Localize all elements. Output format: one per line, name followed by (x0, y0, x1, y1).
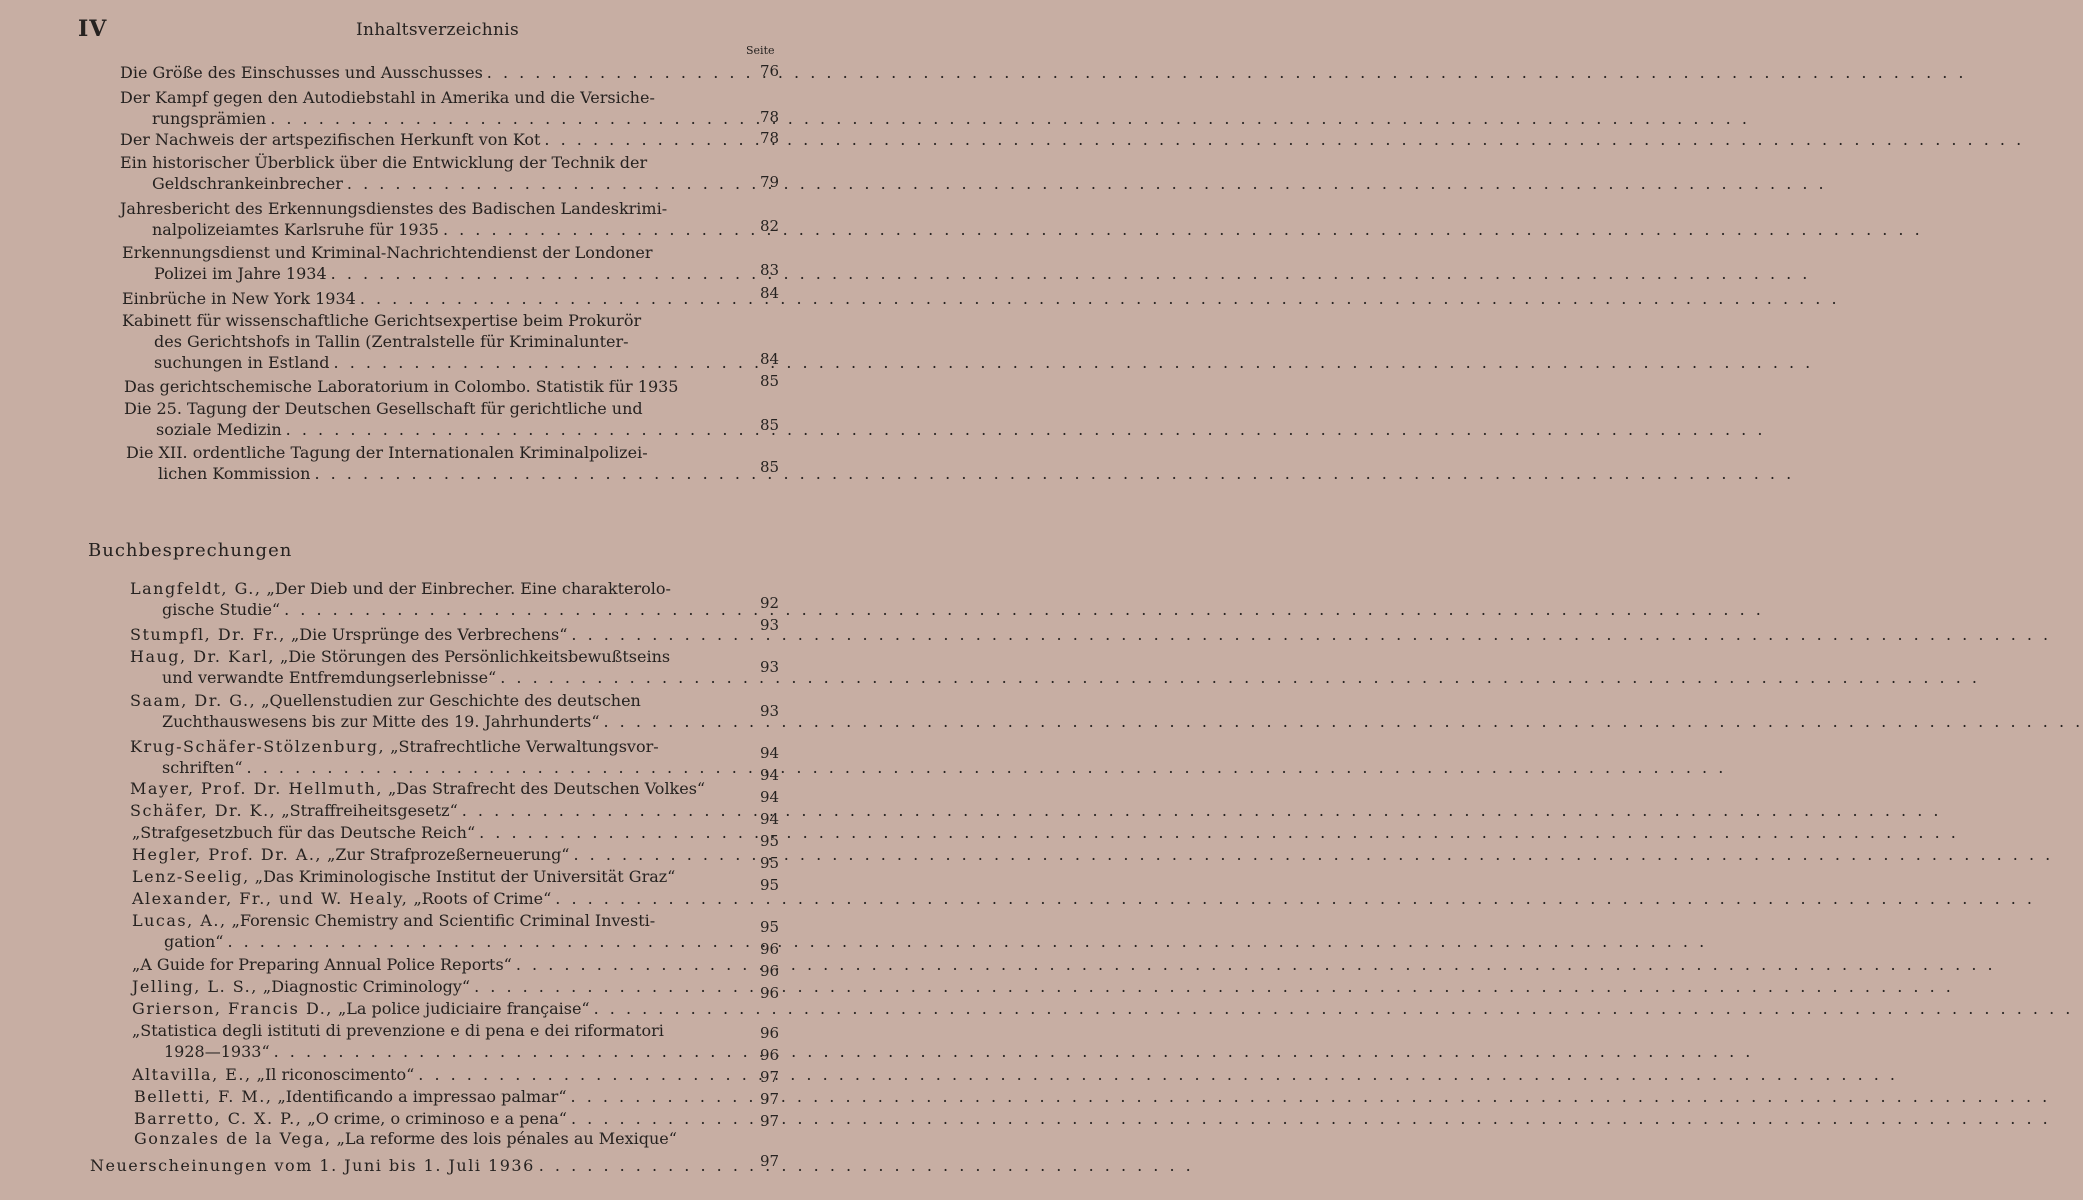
review-page: 94 (760, 744, 780, 762)
review-page: 97 (760, 1112, 780, 1130)
review-entry: Haug, Dr. Karl, „Die Störungen des Persönlichkeitsbewußtseins und verwandte Entfremdungserlebnisse“ . . . (130, 646, 746, 688)
seite-label: Seite (746, 44, 775, 57)
review-entry: Langfeldt, G., „Der Dieb und der Einbrecher. Eine charakterolo- gische Studie“ . . . (130, 578, 746, 620)
toc-entry: Ein historischer Überblick über die Entwicklung der Technik der Geldschrankeinbrecher . . . (120, 152, 746, 194)
running-header (0, 16, 800, 46)
review-page: 97 (760, 1068, 780, 1086)
review-entry: „A Guide for Preparing Annual Police Reports“ . . . (132, 954, 746, 975)
review-entry: Hegler, Prof. Dr. A., „Zur Strafprozeßerneuerung“ . . . (132, 844, 746, 865)
review-page: 93 (760, 658, 780, 676)
toc-page: 78 (760, 129, 780, 147)
document-page (0, 0, 800, 1200)
review-page: 95 (760, 854, 780, 872)
toc-entry: Die XII. ordentliche Tagung der Internationalen Kriminalpolizei- lichen Kommission . . . (126, 442, 746, 484)
review-entry: Barretto, C. X. P., „O crime, o criminoso e a pena“ . . . (134, 1108, 746, 1129)
review-entry: Saam, Dr. G., „Quellenstudien zur Geschichte des deutschen Zuchthauswesens bis zur Mitte des 19. Jahrhunderts“ . . . (130, 690, 746, 732)
review-page: 96 (760, 940, 780, 958)
review-entry: „Statistica degli istituti di prevenzione e di pena e dei riformatori 1928—1933“ . . . (132, 1020, 746, 1062)
toc-entry: Die 25. Tagung der Deutschen Gesellschaft für gerichtliche und soziale Medizin . . . (124, 398, 746, 440)
review-entry: Mayer, Prof. Dr. Hellmuth, „Das Strafrecht des Deutschen Volkes“ (130, 779, 706, 798)
review-page: 95 (760, 918, 780, 936)
toc-page: 85 (760, 458, 780, 476)
toc-entry: Der Nachweis der artspezifischen Herkunft von Kot . . . (120, 129, 746, 150)
toc-entry: Erkennungsdienst und Kriminal-Nachrichtendienst der Londoner Polizei im Jahre 1934 . . . (122, 242, 746, 284)
review-entry: Grierson, Francis D., „La police judiciaire française“ . . . (132, 998, 746, 1019)
toc-entry: Einbrüche in New York 1934 . . . (122, 288, 748, 309)
footer-page: 97 (760, 1152, 780, 1170)
page-number: IV (78, 16, 108, 42)
review-entry: Jelling, L. S., „Diagnostic Criminology“ . . . (132, 976, 746, 997)
toc-page: 76 (760, 62, 780, 80)
toc-page: 82 (760, 217, 780, 235)
review-entry: Stumpfl, Dr. Fr., „Die Ursprünge des Verbrechens“ . . . (130, 624, 746, 645)
toc-page: 85 (760, 372, 780, 390)
review-page: 95 (760, 876, 780, 894)
review-entry: Krug-Schäfer-Stölzenburg, „Strafrechtliche Verwaltungsvor- schriften“ . . . (130, 736, 746, 778)
review-page: 93 (760, 702, 780, 720)
toc-entry: Kabinett für wissenschaftliche Gerichtsexpertise beim Prokurör des Gerichtshofs in Tallin (Zentralstelle für Kriminalunter- suchungen in Estland . . . (122, 310, 748, 373)
review-page: 96 (760, 1046, 780, 1064)
toc-entry: Jahresbericht des Erkennungsdienstes des Badischen Landeskrimi- nalpolizeiamtes Karlsruhe für 1935 . . . (120, 198, 746, 240)
toc-page: 84 (760, 284, 780, 302)
toc-page: 84 (760, 350, 780, 368)
review-page: 94 (760, 788, 780, 806)
review-page: 96 (760, 1024, 780, 1042)
review-page: 96 (760, 984, 780, 1002)
footer-text: Neuerscheinungen vom 1. Juni bis 1. Juli 1936 (90, 1156, 535, 1175)
toc-entry: Der Kampf gegen den Autodiebstahl in Amerika und die Versiche- rungsprämien . . . (120, 87, 742, 129)
review-entry: Belletti, F. M., „Identificando a impressao palmar“ . . . (134, 1086, 746, 1107)
review-entry: Schäfer, Dr. K., „Straffreiheitsgesetz“ . . . (130, 800, 746, 821)
review-page: 97 (760, 1090, 780, 1108)
toc-entry: Das gerichtschemische Laboratorium in Colombo. Statistik für 1935 (124, 377, 679, 396)
toc-page: 85 (760, 416, 780, 434)
review-entry: Gonzales de la Vega, „La reforme des lois pénales au Mexique“ (134, 1129, 677, 1148)
toc-entry: Die Größe des Einschusses und Ausschusses . . . (120, 62, 746, 83)
review-entry: „Strafgesetzbuch für das Deutsche Reich“ . . . (132, 822, 746, 843)
review-page: 92 (760, 594, 780, 612)
toc-page: 79 (760, 173, 780, 191)
toc-page: 83 (760, 261, 780, 279)
review-page: 93 (760, 616, 780, 634)
review-entry: Altavilla, E., „Il riconoscimento“ . . . (132, 1064, 746, 1085)
review-page: 96 (760, 962, 780, 980)
toc-page: 78 (760, 108, 780, 126)
footer-entry (90, 1156, 750, 1175)
review-entry: Lenz-Seelig, „Das Kriminologische Institut der Universität Graz“ (132, 867, 676, 886)
review-entry: Lucas, A., „Forensic Chemistry and Scientific Criminal Investi- gation“ . . . (132, 910, 746, 952)
review-page: 95 (760, 832, 780, 850)
review-page: 94 (760, 810, 780, 828)
section-heading: Buchbesprechungen (88, 540, 293, 561)
review-page: 94 (760, 766, 780, 784)
review-entry: Alexander, Fr., und W. Healy, „Roots of Crime“ . . . (132, 888, 746, 909)
header-title: Inhaltsverzeichnis (356, 20, 519, 40)
